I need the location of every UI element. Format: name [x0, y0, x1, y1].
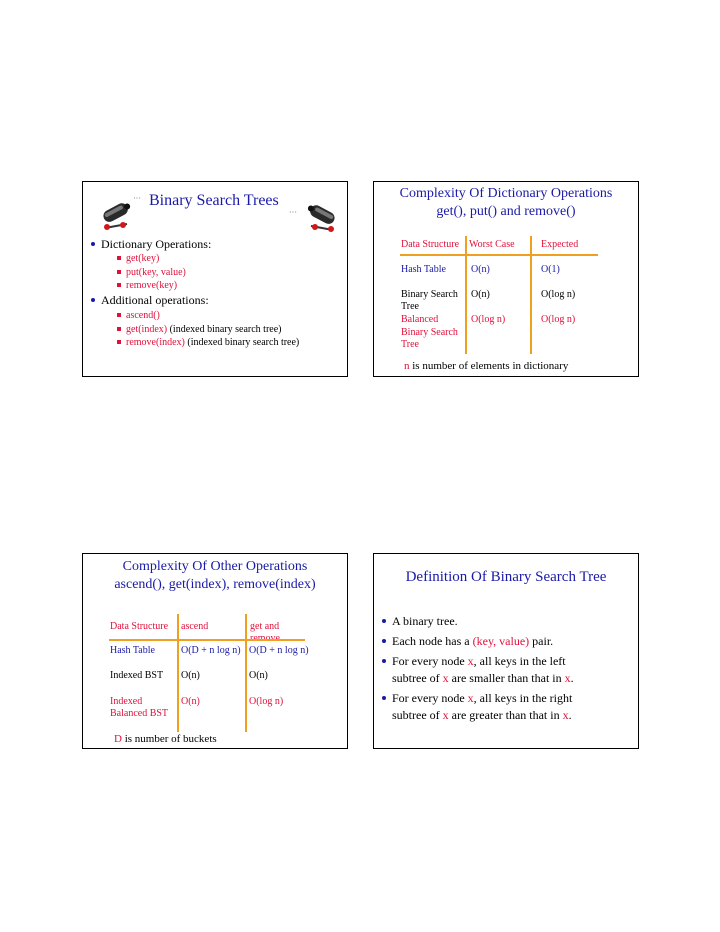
cannon-right-icon [301, 196, 341, 234]
sub-ascend: ascend() [117, 310, 160, 321]
row-bst-expected: O(log n) [541, 289, 576, 300]
table-header-rule [400, 254, 598, 256]
slide3-title-line1: Complexity Of Other Operations [122, 559, 308, 574]
row-indexed-balanced-ascend: O(n) [181, 696, 200, 707]
table-col-rule-1 [177, 614, 179, 732]
header-data-structure: Data Structure [401, 239, 460, 250]
bullet-dot-icon [382, 639, 386, 643]
row-hash-table-name: Hash Table [110, 645, 155, 656]
header-data-structure: Data Structure [110, 621, 169, 632]
sub-get-key: get(key) [117, 253, 159, 264]
cannon-left-icon [97, 194, 137, 232]
square-bullet-icon [117, 283, 121, 287]
square-bullet-icon [117, 340, 121, 344]
slide2-title-line2: get(), put() and remove() [436, 204, 576, 219]
row-hash-table-name: Hash Table [401, 264, 446, 275]
row-hash-table-ascend: O(D + n log n) [181, 645, 241, 656]
header-expected: Expected [541, 239, 579, 250]
bullet-dot-icon [382, 696, 386, 700]
row-indexed-balanced-get: O(log n) [249, 696, 284, 707]
sub-remove-index: remove(index) (indexed binary search tree) [117, 337, 299, 348]
bullet-dot-icon [91, 242, 95, 246]
row-balanced-expected: O(log n) [541, 314, 576, 325]
header-ascend: ascend [181, 621, 209, 632]
row-hash-table-expected: O(1) [541, 264, 560, 275]
def-bullet-3-line1: For every node x, all keys in the left [382, 654, 566, 669]
slide-binary-search-trees: ··· Binary Search Trees ··· Dictionary Operations: get(key) put(key, value) remove(key) Additional operations: ascend() get(index) (indexed binary search tree) remove(index) (indexed binary search tree) [82, 181, 348, 377]
def-bullet-3-line2: subtree of x are smaller than that in x. [392, 671, 574, 685]
slide-definition-bst [373, 553, 639, 749]
def-bullet-2: Each node has a (key, value) pair. [382, 634, 553, 649]
header-get-and: get and [250, 621, 280, 632]
bullet-dot-icon [382, 659, 386, 663]
row-balanced-worst: O(log n) [471, 314, 506, 325]
row-bst-name-line2: Tree [401, 301, 419, 312]
slide3-note: D is number of buckets [114, 733, 217, 745]
row-bst-worst: O(n) [471, 289, 490, 300]
square-bullet-icon [117, 313, 121, 317]
bullet-dot-icon [91, 298, 95, 302]
sub-put-key-value: put(key, value) [117, 267, 186, 278]
row-indexed-balanced-name-line1: Indexed [110, 696, 143, 707]
table-header-rule [109, 639, 305, 641]
row-bst-name-line1: Binary Search [401, 289, 458, 300]
square-bullet-icon [117, 256, 121, 260]
sub-get-index: get(index) (indexed binary search tree) [117, 324, 281, 335]
square-bullet-icon [117, 327, 121, 331]
row-balanced-name-line2: Binary Search [401, 327, 458, 338]
row-balanced-name-line1: Balanced [401, 314, 439, 325]
row-balanced-name-line3: Tree [401, 339, 419, 350]
slide3-title-line2: ascend(), get(index), remove(index) [114, 577, 316, 592]
table-col-rule-2 [530, 236, 532, 354]
def-bullet-1: A binary tree. [382, 614, 458, 629]
bullet-dot-icon [382, 619, 386, 623]
row-hash-table-get: O(D + n log n) [249, 645, 309, 656]
slide4-title: Definition Of Binary Search Tree [405, 569, 607, 585]
header-worst-case: Worst Case [469, 239, 515, 250]
square-bullet-icon [117, 270, 121, 274]
bullet-additional-operations: Additional operations: [91, 293, 209, 308]
def-bullet-4-line2: subtree of x are greater than that in x. [392, 708, 572, 722]
row-indexed-bst-get: O(n) [249, 670, 268, 681]
slide2-title-line1: Complexity Of Dictionary Operations [399, 186, 613, 201]
row-indexed-balanced-name-line2: Balanced BST [110, 708, 169, 719]
table-col-rule-1 [465, 236, 467, 354]
table-col-rule-2 [245, 614, 247, 732]
slide1-title: Binary Search Trees [149, 192, 279, 209]
def-bullet-4-line1: For every node x, all keys in the right [382, 691, 572, 706]
row-indexed-bst-ascend: O(n) [181, 670, 200, 681]
row-hash-table-worst: O(n) [471, 264, 490, 275]
row-indexed-bst-name: Indexed BST [110, 670, 164, 681]
sub-remove-key: remove(key) [117, 280, 177, 291]
slide2-note: n is number of elements in dictionary [404, 360, 569, 372]
slide-complexity-dictionary [373, 181, 639, 377]
bullet-dictionary-operations: Dictionary Operations: [91, 237, 211, 252]
slide-complexity-other [82, 553, 348, 749]
